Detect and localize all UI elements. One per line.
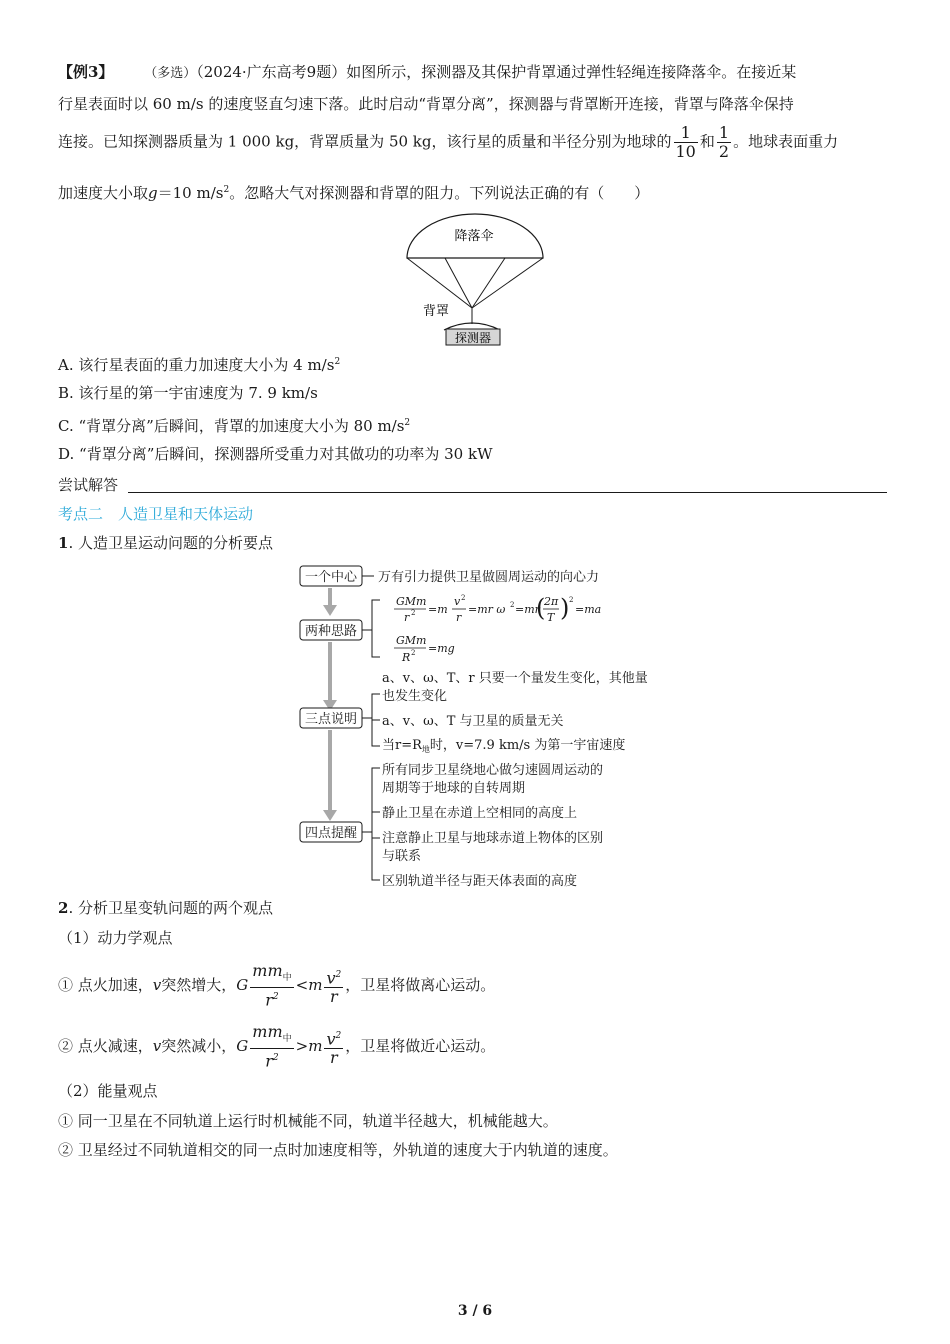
example-text: ＝10 m/s [157,184,224,202]
var-v: v [152,975,162,994]
exponent: 2 [461,594,466,602]
heading-number: 2 [58,899,69,917]
exponent: 2 [510,601,515,609]
example-text: 。地球表面重力 [733,132,839,151]
b4-line3: 静止卫星在赤道上空相同的高度上 [382,806,578,821]
svg-text:): ) [560,594,570,622]
eq2-rest: =mg [428,642,455,655]
var-v: v [152,1036,162,1055]
eq1-v: v [454,595,461,608]
var-g: G [236,1036,249,1055]
eq1-end: =ma [575,603,602,616]
heading-1 [58,533,273,553]
eq1-t: T [547,611,555,624]
box2-label: 两种思路 [304,624,358,639]
exponent: 2 [334,357,341,367]
case-text: ① 点火加速， [58,975,153,994]
eq1-tail2: =mr [515,603,540,616]
exponent: 2 [411,649,416,657]
cord [445,258,472,308]
parachute-label: 降落伞 [454,229,494,244]
option-c-text: C. “背罩分离”后瞬间，背罩的加速度大小为 80 m/s [58,417,405,435]
section-title: 考点二 人造卫星和天体运动 [58,505,254,523]
eq2-num: GMm [396,634,427,647]
mind-map [290,560,670,895]
example-source: （2024·广东高考9题） [196,63,347,81]
eq1-2pi: 2π [544,595,559,608]
example-line-4 [58,180,649,203]
cord [407,258,472,308]
example-text: 加速度大小取 [58,184,149,202]
var-g: G [236,975,249,994]
fraction-centripetal: $\frac{v^2}{r}$ [324,966,343,1006]
fraction-gravity: $\frac{mm_中}{r^2}$ [252,1022,292,1071]
var-g: g [148,184,158,202]
example-type: （多选） [144,66,197,81]
option-c [58,413,410,436]
case-accelerate [58,962,495,1010]
eq2-den: R [402,651,411,664]
var-m: m [308,975,323,994]
option-a [58,352,340,375]
less-than: < [295,975,309,994]
frac-den: 2 [718,142,730,161]
heading-text: . 分析卫星变轨问题的两个观点 [68,899,273,917]
example-text: 和 [699,132,715,151]
case-text: ，卫星将做近心运动。 [345,1036,496,1055]
energy-point-2: ② 卫星经过不同轨道相交的同一点时加速度相等，外轨道的速度大于内轨道的速度。 [58,1141,618,1159]
exponent: 2 [223,185,230,195]
answer-line [128,492,887,493]
center-text: 万有引力提供卫星做圆周运动的向心力 [378,570,600,585]
example-text: 连接。已知探测器质量为 1 000 kg，背罩质量为 50 kg，该行星的质量和半径分别为地球的 [58,132,672,151]
case-text: ② 点火减速， [58,1036,153,1055]
frac-num: 1 [718,123,730,142]
fraction-centripetal: $\frac{v^2}{r}$ [324,1027,343,1067]
cord [472,258,505,308]
case-text: 突然减小， [161,1036,237,1055]
subheading-energy: （2）能量观点 [58,1082,158,1100]
case-text: ，卫星将做离心运动。 [345,975,496,994]
example-text: 如图所示，探测器及其保护背罩通过弹性轻绳连接降落伞。在接近某 [346,63,797,81]
eq1-rest: =m [428,603,448,616]
option-b: B. 该行星的第一宇宙速度为 7. 9 km/s [58,384,318,402]
b4-line6: 区别轨道半径与距天体表面的高度 [382,874,578,889]
var-m: m [308,1036,323,1055]
example-tag: 【例3】 [58,63,114,81]
greater-than: > [295,1036,309,1055]
heading-2 [58,898,273,918]
heading-text: . 人造卫星运动问题的分析要点 [68,534,273,552]
eq1-num: GMm [396,595,427,608]
exponent: 2 [404,418,411,428]
exponent: 2 [411,609,416,617]
attempt-label: 尝试解答 [58,476,119,494]
eq1-tail: =mr ω [468,603,506,616]
example-line-1 [58,62,796,84]
b3-line4: 当$r=R_地$时，v=7.9 km/s 为第一宇宙速度 [382,738,626,754]
case-decelerate [58,1023,495,1071]
heading-number: 1 [58,534,69,552]
eq1-r: r [456,611,462,624]
option-d: D. “背罩分离”后瞬间，探测器所受重力对其做功的功率为 30 kW [58,445,493,463]
box4-label: 四点提醒 [304,826,358,841]
example-line-2: 行星表面时以 60 m/s 的速度竖直匀速下落。此时启动“背罩分离”，探测器与背罩断开连接，背罩与降落伞保持 [58,95,794,113]
fraction-one-tenth [674,124,698,161]
frac-num: 1 [674,124,698,143]
fraction-gravity: $\frac{mm_中}{r^2}$ [252,961,292,1010]
exponent: 2 [569,596,574,604]
b4-line1: 所有同步卫星绕地心做匀速圆周运动的 [382,763,604,778]
cord [472,258,543,308]
svg-text:(: ( [536,594,546,622]
b3-line2: 也发生变化 [382,689,448,704]
b3-line1: a、v、ω、T、r 只要一个量发生变化，其他量 [382,671,648,686]
frac-den: 10 [675,142,696,161]
b4-line4: 注意静止卫星与地球赤道上物体的区别 [382,831,604,846]
b4-line5: 与联系 [382,849,422,864]
page-number: 3 / 6 [457,1303,493,1319]
b3-line3: a、v、ω、T 与卫星的质量无关 [382,714,564,729]
parachute-figure [400,208,550,350]
b4-line2: 周期等于地球的自转周期 [382,781,526,796]
eq1-den: r [404,611,410,624]
box3-label: 三点说明 [304,712,358,727]
box1-label: 一个中心 [304,570,358,585]
subheading-dynamics: （1）动力学观点 [58,929,173,947]
option-a-text: A. 该行星表面的重力加速度大小为 4 m/s [58,356,335,374]
case-text: 突然增大， [161,975,237,994]
energy-point-1: ① 同一卫星在不同轨道上运行时机械能不同，轨道半径越大，机械能越大。 [58,1112,558,1130]
example-text: 。忽略大气对探测器和背罩的阻力。下列说法正确的有（ ） [229,184,650,202]
example-line-3 [58,124,838,161]
backshell-label: 背罩 [422,304,450,319]
probe-label: 探测器 [454,331,492,345]
fraction-one-half [717,124,731,161]
